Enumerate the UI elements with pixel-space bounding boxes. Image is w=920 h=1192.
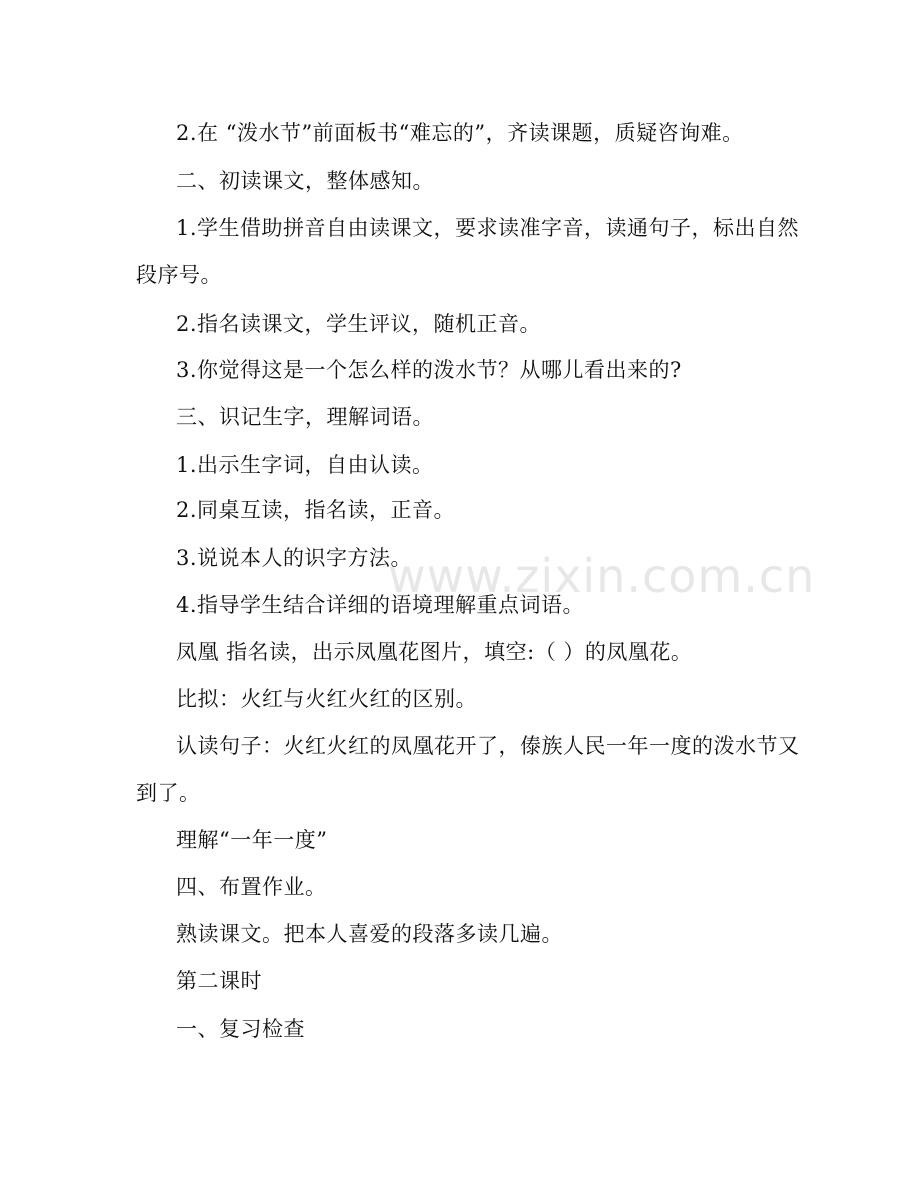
paragraph-pinyin-reading-continued: 段序号。 [136,263,222,287]
paragraph-pinyin-reading: 1.学生借助拼音自由读课文，要求读准字音，读通句子，标出自然 [176,216,800,240]
paragraph-comparison: 比拟：火红与火红火红的区别。 [176,687,477,711]
paragraph-understand-phrase: 理解“一年一度” [176,828,328,852]
paragraph-board-title: 2.在 “泼水节”前面板书“难忘的”，齐读课题，质疑咨询难。 [176,121,744,145]
section-heading-homework: 四、布置作业。 [176,875,327,899]
heading-second-lesson: 第二课时 [176,969,262,993]
paragraph-phoenix-flower: 凤凰 指名读，出示凤凰花图片，填空:（ ）的凤凰花。 [176,640,693,664]
paragraph-desk-mates: 2.同桌互读，指名读，正音。 [176,498,456,522]
watermark: www.zixin.com.cn [388,549,816,603]
paragraph-question: 3.你觉得这是一个怎么样的泼水节？从哪儿看出来的? [176,358,682,382]
section-heading-review: 一、复习检查 [176,1017,305,1041]
section-heading-vocabulary: 三、识记生字，理解词语。 [176,405,434,429]
paragraph-read-sentence-continued: 到了。 [136,781,201,805]
section-heading-first-reading: 二、初读课文，整体感知。 [176,169,434,193]
paragraph-literacy-method: 3.说说本人的识字方法。 [176,546,413,570]
paragraph-context-guidance: 4.指导学生结合详细的语境理解重点词语。 [176,593,585,617]
paragraph-show-words: 1.出示生字词，自由认读。 [176,453,434,477]
paragraph-homework: 熟读课文。把本人喜爱的段落多读几遍。 [176,922,563,946]
paragraph-named-reading: 2.指名读课文，学生评议，随机正音。 [176,312,542,336]
paragraph-read-sentence: 认读句子：火红火红的凤凰花开了，傣族人民一年一度的泼水节又 [176,734,800,758]
